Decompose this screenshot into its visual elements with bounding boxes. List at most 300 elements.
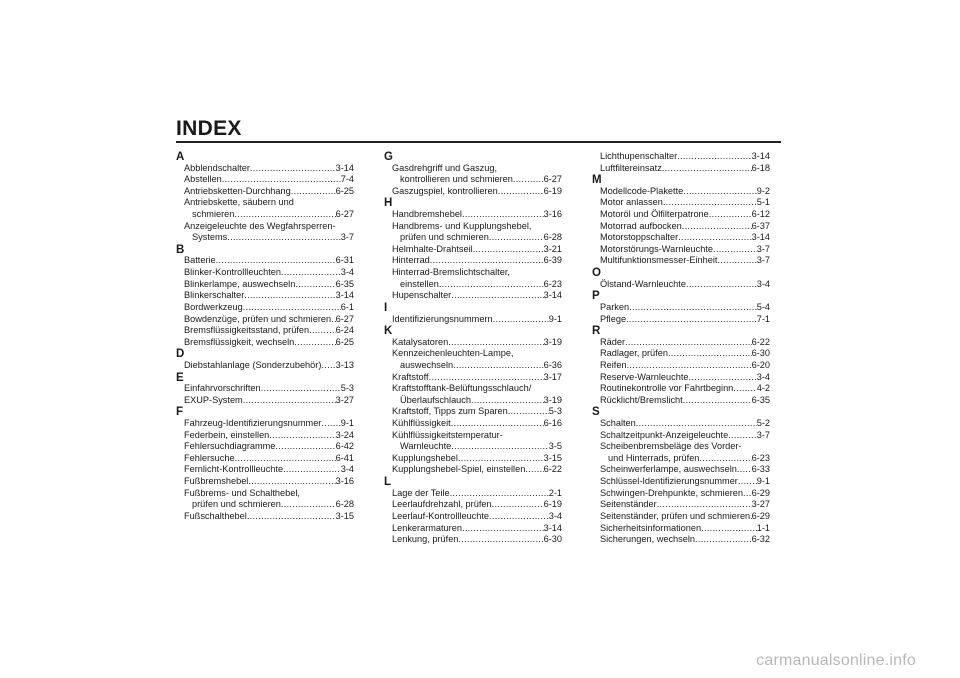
index-entry-page: 6-19 [543,499,562,510]
dot-leader [269,430,335,442]
dot-leader [626,314,757,326]
index-column-2 [384,151,562,546]
index-entry [592,383,770,395]
index-entry [176,163,354,175]
dot-leader [678,232,751,244]
index-entry-label: Kühlflüssigkeit [392,418,451,429]
index-letter-heading: G [384,151,393,163]
page-title: INDEX [176,117,242,140]
dot-leader [309,325,336,337]
index-letter-heading: F [176,406,184,419]
index-entry [176,302,354,314]
dot-leader [636,418,757,430]
index-entry-page: 3-27 [335,394,354,405]
index-letter-heading: O [592,267,601,280]
index-entry-page: 3-24 [335,429,354,440]
index-entry [592,418,770,430]
index-entry-label: und Hinterrads, prüfen [608,452,700,463]
index-entry-page: 6-22 [751,336,770,347]
index-entry-page: 6-32 [751,534,770,545]
index-entry-label: Abstellen [184,174,222,185]
index-entry-page: 6-23 [751,452,770,463]
index-entry [176,383,354,395]
dot-leader [294,337,335,349]
index-entry [592,523,770,535]
dot-leader [699,453,751,465]
index-entry-label: Schalten [600,418,636,429]
dot-leader [713,244,757,256]
index-entry [176,464,354,476]
index-entry [176,395,354,407]
index-entry [592,488,770,500]
index-entry [384,395,562,407]
index-entry [384,464,562,476]
index-entry-label: Leerlaufdrehzahl, prüfen [392,499,492,510]
index-letter-heading: R [592,325,601,338]
index-entry-page: 9-2 [756,185,770,196]
index-entry-label: Fußbremshebel [184,476,249,487]
index-entry [384,441,562,453]
index-entry-label: Bordwerkzeug [184,301,243,312]
index-entry-label: Lage der Teile [392,487,450,498]
dot-leader [733,383,756,395]
index-entry-label: kontrollieren und schmieren [400,174,513,185]
dot-leader [430,255,544,267]
index-entry-label: Helmhalte-Drahtseil [392,243,473,254]
dot-leader [247,511,336,523]
index-entry [384,255,562,267]
index-entry [176,441,354,453]
dot-leader [686,279,757,291]
index-entry-label: Identifizierungsnummern [392,313,493,324]
index-entry [384,348,562,360]
dot-leader [701,523,757,535]
index-entry [176,476,354,488]
dot-leader [473,244,544,256]
index-entry-page: 3-4 [340,464,354,475]
index-entry-label: prüfen und schmieren [192,499,281,510]
index-entry [592,511,770,523]
index-entry-page: 6-35 [335,278,354,289]
index-entry-page: 3-5 [548,441,562,452]
index-entry-label: Reifen [600,359,627,370]
dot-leader [709,209,752,221]
index-entry-label: Motorstoppschalter [600,232,679,243]
index-entry-label: Motorrad aufbocken [600,220,682,231]
dot-leader [261,383,341,395]
dot-leader [657,499,752,511]
watermark-footer: carmanualsonline.info [756,652,916,669]
index-entry-label: Fehlersuchdiagramme [184,441,276,452]
dot-leader [458,453,544,465]
dot-leader [629,302,757,314]
index-entry [384,267,562,279]
index-entry [176,511,354,523]
index-entry [176,337,354,349]
dot-leader [489,232,544,244]
index-entry-label: Parken [600,301,630,312]
index-entry-page: 5-1 [756,197,770,208]
index-entry-label: Leerlauf-Kontrollleuchte [392,510,490,521]
index-entry-page: 6-30 [543,534,562,545]
index-entry [592,464,770,476]
index-entry [592,499,770,511]
dot-leader [244,290,335,302]
dot-leader [227,232,340,244]
index-entry-label: Abblendschalter [184,162,250,173]
index-entry-label: Fußschalthebel [184,510,247,521]
index-entry-page: 6-31 [335,255,354,266]
index-entry-label: Bowdenzüge, prüfen und schmieren [184,313,332,324]
index-entry [176,255,354,267]
index-entry-label: Ölstand-Warnleuchte [600,278,686,289]
index-entry-page: 6-29 [751,510,770,521]
index-entry [176,499,354,511]
dot-leader [321,360,335,372]
index-entry [592,151,770,163]
index-entry-page: 6-29 [751,487,770,498]
index-entry-label: Systems [192,232,228,243]
index-entry-label: Blinkerlampe, auswechseln [184,278,296,289]
index-entry [592,232,770,244]
dot-leader [728,430,757,442]
index-entry-page: 3-4 [756,278,770,289]
index-entry-page: 3-16 [543,209,562,220]
index-entry-label: Reserve-Warnleuchte [600,371,689,382]
dot-leader [682,221,752,233]
index-letter-heading: I [384,301,388,314]
index-entry-label: Modellcode-Plakette [600,185,684,196]
index-entry-label: Seitenständer, prüfen und schmieren [600,510,751,521]
index-entry-label: Blinkerschalter [184,290,245,301]
index-entry [384,314,562,326]
dot-leader [450,488,549,500]
index-entry [384,430,562,442]
index-entry-label: Kraftstoff, Tipps zum Sparen [392,406,508,417]
index-entry-page: 7-4 [340,174,354,185]
index-entry-label: Pflege [600,313,627,324]
index-column-1 [176,151,354,523]
index-entry-page: 3-7 [340,232,354,243]
index-entry [176,418,354,430]
index-entry-page: 6-25 [335,336,354,347]
index-entry-label: Batterie [184,255,216,266]
index-entry [592,348,770,360]
index-entry-label: EXUP-System [184,394,243,405]
index-entry-page: 3-13 [335,359,354,370]
title-rule [176,141,781,143]
index-entry-page: 7-1 [756,313,770,324]
index-entry-label: schmieren [192,209,235,220]
index-entry-label: Schlüssel-Identifizierungsnummer [600,476,738,487]
index-entry-page: 6-1 [340,301,354,312]
index-entry [592,441,770,453]
index-column-3 [592,151,770,546]
dot-leader [683,186,756,198]
index-entry-page: 1-1 [756,522,770,533]
index-entry-label: Luftfiltereinsatz [600,162,662,173]
index-entry-label: Scheibenbremsbeläge des Vorder- [600,441,742,452]
index-entry-page: 9-1 [340,418,354,429]
dot-leader [513,174,544,186]
index-entry-label: Motor anlassen [600,197,663,208]
dot-leader [737,464,752,476]
dot-leader [451,441,548,453]
index-entry [592,476,770,488]
index-entry [384,221,562,233]
dot-leader [235,453,336,465]
index-entry-page: 6-28 [335,499,354,510]
index-entry [592,534,770,546]
index-entry-label: Motorstörungs-Warnleuchte [600,243,714,254]
dot-leader [717,255,756,267]
index-entry-label: Räder [600,336,626,347]
index-entry-label: Radlager, prüfen [600,348,668,359]
index-entry-page: 4-2 [756,383,770,394]
index-entry [384,337,562,349]
index-entry-page: 6-39 [543,255,562,266]
dot-leader [321,418,340,430]
index-entry [384,511,562,523]
index-entry [384,232,562,244]
dot-leader [429,372,544,384]
index-entry [384,523,562,535]
index-entry-page: 3-15 [543,452,562,463]
index-entry-page: 6-41 [335,452,354,463]
index-entry-label: Kraftstofftank-Belüftungsschlauch/ [392,383,532,394]
dot-leader [689,372,757,384]
dot-leader [281,499,336,511]
index-entry [384,279,562,291]
index-entry [384,163,562,175]
index-entry-page: 5-3 [340,383,354,394]
dot-leader [492,499,544,511]
index-entry-label: Bremsflüssigkeit, wechseln [184,336,295,347]
index-entry [176,314,354,326]
index-entry-label: Fernlicht-Kontrollleuchte [184,464,284,475]
index-letter-heading: K [384,325,393,338]
index-entry [384,499,562,511]
index-letter-heading: M [592,174,602,187]
index-entry-label: Überlaufschlauch [400,394,471,405]
dot-leader [451,418,544,430]
index-entry [176,232,354,244]
index-entry-label: Fahrzeug-Identifizierungsnummer [184,418,322,429]
index-entry-page: 3-14 [751,151,770,161]
index-entry [384,418,562,430]
index-entry-label: Sicherheitsinformationen [600,522,702,533]
dot-leader [662,163,752,175]
index-entry-page: 5-3 [548,406,562,417]
index-letter-heading: E [176,371,184,384]
dot-leader [677,151,751,163]
index-entry [384,534,562,546]
index-entry-label: Hinterrad [392,255,430,266]
index-entry-page: 6-16 [543,418,562,429]
index-entry-label: Lenkerarmaturen [392,522,462,533]
index-entry-label: Katalysatoren [392,336,449,347]
index-entry-label: Scheinwerferlampe, auswechseln [600,464,737,475]
index-entry-page: 5-4 [756,301,770,312]
index-entry-page: 6-19 [543,185,562,196]
dot-leader [250,163,336,175]
index-entry-label: Antriebskette, säubern und [184,197,294,208]
index-entry [176,186,354,198]
index-entry [176,267,354,279]
index-entry-label: Routinekontrolle vor Fahrtbeginn [600,383,734,394]
index-letter-heading: H [384,197,393,210]
index-entry-page: 6-22 [543,464,562,475]
dot-leader [625,337,752,349]
index-entry [592,244,770,256]
index-entry-page: 9-1 [548,313,562,324]
index-entry-page: 5-2 [756,418,770,429]
index-letter-heading: A [176,151,185,163]
index-entry-label: Schwingen-Drehpunkte, schmieren [600,487,743,498]
index-entry [176,197,354,209]
index-entry-label: Kühlflüssigkeitstemperatur- [392,429,503,440]
index-entry-label: Multifunktionsmesser-Einheit [600,255,718,266]
index-entry [592,314,770,326]
dot-leader [281,267,341,279]
index-entry-page: 6-20 [751,359,770,370]
dot-leader [291,186,336,198]
index-entry-label: Kupplungshebel-Spiel, einstellen [392,464,526,475]
index-entry-page: 3-14 [335,162,354,173]
index-entry-page: 3-7 [756,243,770,254]
index-entry-page: 3-7 [756,255,770,266]
dot-leader [471,395,544,407]
index-entry [592,302,770,314]
dot-leader [738,476,757,488]
dot-leader [248,476,335,488]
dot-leader [695,534,752,546]
index-entry-page: 3-14 [751,232,770,243]
dot-leader [448,337,543,349]
index-entry [176,325,354,337]
dot-leader [453,360,543,372]
index-entry [592,372,770,384]
index-entry-page: 3-16 [335,476,354,487]
index-entry-label: einstellen [400,278,439,289]
index-letter-heading: S [592,406,600,419]
index-entry [592,209,770,221]
index-entry-page: 6-27 [335,313,354,324]
index-entry-page: 9-1 [756,476,770,487]
dot-leader [489,511,549,523]
index-entry-label: Seitenständer [600,499,657,510]
index-entry [384,290,562,302]
index-entry [592,255,770,267]
index-entry-label: Warnleuchte [400,441,452,452]
dot-leader [525,464,543,476]
index-entry-page: 6-12 [751,209,770,220]
dot-leader [439,279,544,291]
index-letter-heading: B [176,243,185,256]
index-entry-page: 6-18 [751,162,770,173]
index-entry [176,209,354,221]
dot-leader [508,406,549,418]
dot-leader [493,314,549,326]
index-entry-page: 3-4 [340,267,354,278]
index-entry-page: 6-30 [751,348,770,359]
index-entry [592,430,770,442]
index-entry-page: 6-42 [335,441,354,452]
index-entry [384,360,562,372]
index-entry-label: Diebstahlanlage (Sonderzubehör) [184,359,322,370]
index-entry [384,406,562,418]
index-entry [384,488,562,500]
index-entry-label: Fehlersuche [184,452,235,463]
index-letter-heading: D [176,348,185,361]
index-entry [176,430,354,442]
index-entry-label: Antriebsketten-Durchhang [184,185,291,196]
dot-leader [222,174,341,186]
dot-leader [683,395,752,407]
index-entry-label: Fußbrems- und Schalthebel, [184,487,300,498]
index-entry-label: Anzeigeleuchte des Wegfahrsperren- [184,220,336,231]
dot-leader [451,290,543,302]
index-entry-page: 3-4 [756,371,770,382]
index-entry-page: 2-1 [548,487,562,498]
index-entry [592,221,770,233]
index-entry-label: Schaltzeitpunkt-Anzeigeleuchte [600,429,729,440]
index-entry-page: 3-19 [543,394,562,405]
dot-leader [275,441,335,453]
index-entry-label: Sicherungen, wechseln [600,534,695,545]
index-entry [384,186,562,198]
index-entry-page: 6-36 [543,359,562,370]
index-entry-label: Handbrems- und Kupplungshebel, [392,220,532,231]
index-entry [384,209,562,221]
index-entry [592,453,770,465]
index-entry-label: auswechseln [400,359,454,370]
index-entry-label: Gasdrehgriff und Gaszug, [392,162,498,173]
dot-leader [743,488,752,500]
index-entry-page: 3-15 [335,510,354,521]
index-entry-label: Einfahrvorschriften [184,383,261,394]
index-entry-page: 6-37 [751,220,770,231]
index-entry-page: 3-21 [543,243,562,254]
index-entry [176,290,354,302]
index-entry-label: Kennzeichenleuchten-Lampe, [392,348,514,359]
index-entry-label: Rücklicht/Bremslicht [600,394,683,405]
index-entry-label: prüfen und schmieren [400,232,489,243]
index-entry [384,174,562,186]
index-entry-label: Gaszugspiel, kontrollieren [392,185,498,196]
dot-leader [234,209,335,221]
index-entry [176,279,354,291]
index-entry [176,453,354,465]
index-entry-page: 3-7 [756,429,770,440]
index-entry-label: Hupenschalter [392,290,452,301]
dot-leader [462,209,544,221]
dot-leader [216,255,336,267]
index-entry [384,453,562,465]
dot-leader [668,348,752,360]
index-entry-page: 6-33 [751,464,770,475]
index-entry-label: Lichthupenschalter [600,151,678,161]
dot-leader [243,302,341,314]
index-entry [176,488,354,500]
index-entry-label: Kraftstoff [392,371,429,382]
index-entry [176,174,354,186]
index-entry [384,383,562,395]
index-entry-page: 3-17 [543,371,562,382]
index-entry-page: 6-27 [543,174,562,185]
index-entry-label: Blinker-Kontrollleuchten [184,267,282,278]
dot-leader [458,534,543,546]
